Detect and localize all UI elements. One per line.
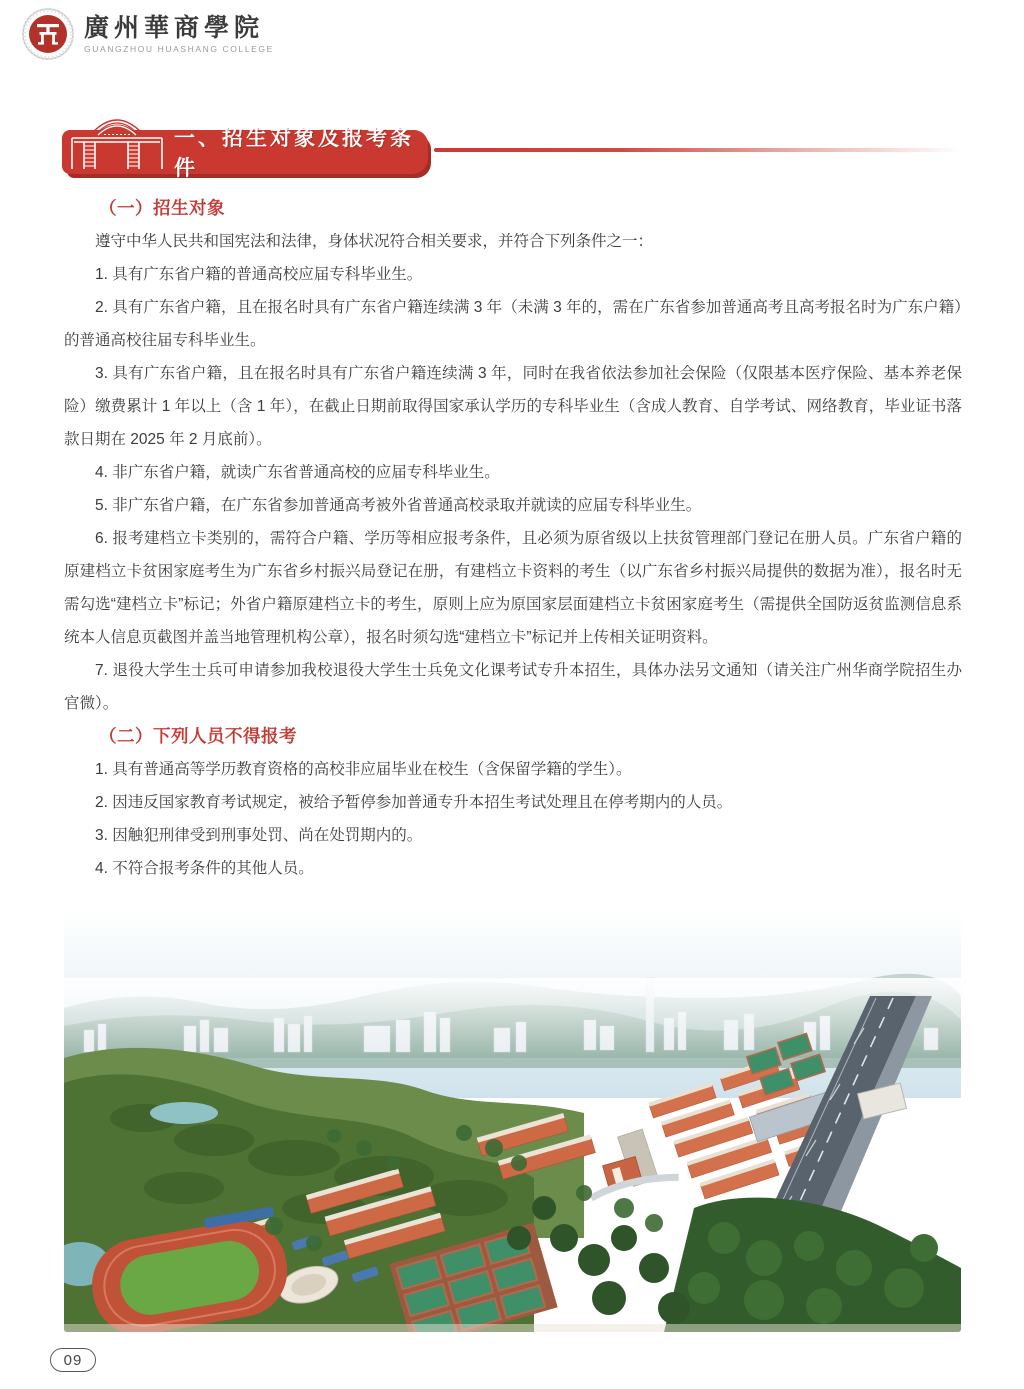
- section1-intro: 遵守中华人民共和国宪法和法律，身体状况符合相关要求，并符合下列条件之一：: [95, 233, 654, 250]
- eligibility-item-1: 1. 具有广东省户籍的普通高校应届专科毕业生。: [95, 266, 423, 283]
- exclusion-item-1: 1. 具有普通高等学历教育资格的高校非应届毕业在校生（含保留学籍的学生）。: [95, 761, 632, 778]
- campus-gate-icon: [64, 113, 170, 174]
- college-name-en: GUANGZHOU HUASHANG COLLEGE: [84, 43, 274, 54]
- eligibility-item-5: 5. 非广东省户籍，在广东省参加普通高考被外省普通高校录取并就读的应届专科毕业生。: [95, 497, 702, 514]
- exclusion-item-4: 4. 不符合报考条件的其他人员。: [95, 860, 314, 877]
- section-banner: [62, 112, 962, 178]
- page-number: 09: [50, 1348, 96, 1372]
- eligibility-item-3: 3. 具有广东省户籍，且在报名时具有广东省户籍连续满 3 年，同时在我省依法参加社会保险（仅限基本医疗保险、基本养老保险）缴费累计 1 年以上（含 1 年），在截止日期前取得国家承认学历的专科毕业生（含成人教育、自学考试、网络教育，毕业证书落款日期在 2025 年 2 月底前）。: [64, 365, 962, 448]
- banner-accent-line: [434, 148, 962, 152]
- eligibility-item-6: 6. 报考建档立卡类别的，需符合户籍、学历等相应报考条件，且必须为原省级以上扶贫管理部门登记在册人员。广东省户籍的原建档立卡贫困家庭考生为广东省乡村振兴局登记在册，有建档立卡资料的考生（以广东省乡村振兴局提供的数据为准），报名时无需勾选“建档立卡”标记；外省户籍原建档立卡的考生，原则上应为原国家层面建档立卡贫困家庭考生（需提供全国防返贫监测信息系统本人信息页截图并盖当地管理机构公章），报名时须勾选“建档立卡”标记并上传相关证明资料。: [64, 530, 962, 646]
- eligibility-item-4: 4. 非广东省户籍，就读广东省普通高校的应届专科毕业生。: [95, 464, 500, 481]
- exclusion-item-3: 3. 因触犯刑律受到刑事处罚、尚在处罚期内的。: [95, 827, 423, 844]
- eligibility-item-2: 2. 具有广东省户籍，且在报名时具有广东省户籍连续满 3 年（未满 3 年的，需在广东省参加普通高考且高考报名时为广东户籍）的普通高校往届专科毕业生。: [64, 299, 962, 349]
- campus-aerial-photo: [64, 908, 961, 1332]
- exclusion-item-2: 2. 因违反国家教育考试规定，被给予暂停参加普通专升本招生考试处理且在停考期内的人员。: [95, 794, 733, 811]
- college-name-cn: 廣州華商學院: [84, 13, 265, 43]
- eligibility-item-7: 7. 退役大学生士兵可申请参加我校退役大学生士兵免文化课考试专升本招生，具体办法另文通知（请关注广州华商学院招生办官微）。: [64, 662, 962, 712]
- section1-heading: （一）招生对象: [99, 198, 225, 218]
- section2-heading: （二）下列人员不得报考: [99, 726, 297, 746]
- college-emblem-icon: [22, 8, 74, 60]
- page-content: [64, 192, 962, 885]
- college-logo: [22, 8, 274, 60]
- section-banner-bar: [62, 127, 428, 180]
- section-banner-title: 一、招生对象及报考条件: [174, 127, 414, 180]
